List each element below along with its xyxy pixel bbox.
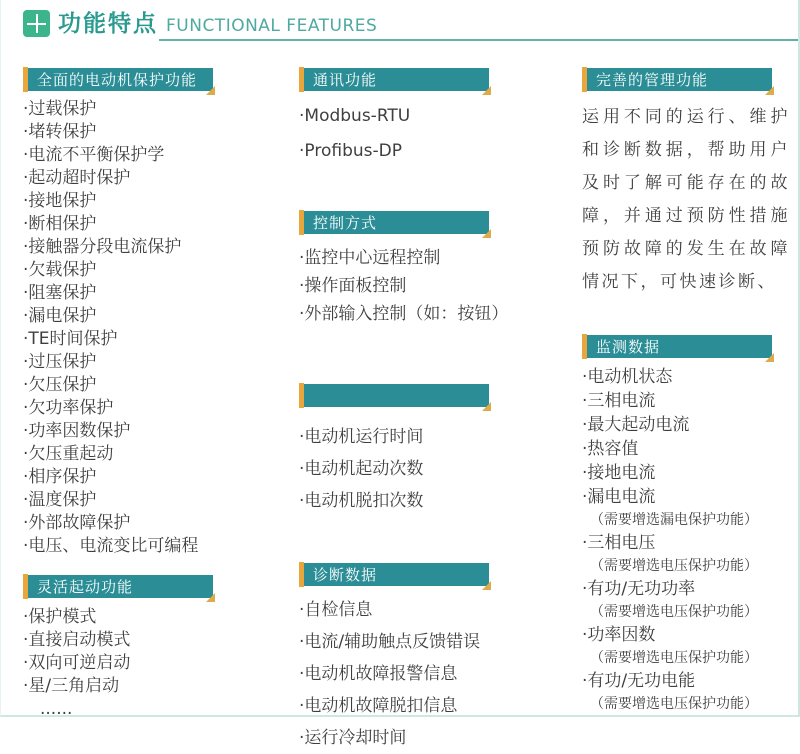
list-item: ·运行冷却时间: [299, 728, 407, 748]
list-item: ·欠载保护: [23, 260, 97, 280]
monitoring-list: [582, 365, 790, 715]
section-header-control: [299, 211, 489, 234]
list-item: ·双向可逆启动: [23, 653, 131, 673]
list-item-note: （需要增选电压保护功能）: [590, 696, 758, 712]
section-title: 控制方式: [313, 214, 378, 232]
list-item: ·接地电流: [582, 463, 656, 483]
corner-fold-icon: [206, 593, 215, 602]
communication-list: [299, 99, 499, 169]
section-header-management: [582, 68, 772, 91]
list-item: ·外部输入控制（如：按钮）: [299, 304, 509, 324]
list-item: ·相序保护: [23, 467, 97, 487]
list-item: ·功率因数 （需要增选电压保护功能）: [582, 623, 790, 669]
list-item: ·漏电保护: [23, 306, 97, 326]
grid-icon-cell: [38, 14, 47, 23]
accent-bar: [582, 67, 587, 92]
section-title: 全面的电动机保护功能: [37, 71, 198, 89]
list-item: ·三相电流: [582, 391, 656, 411]
list-item: ·三相电压 （需要增选电压保护功能）: [582, 531, 790, 577]
list-item: ·过载保护: [23, 99, 97, 119]
section-title: 通讯功能: [313, 71, 378, 89]
section-header-diagnostic: [299, 563, 489, 586]
section-title: 完善的管理功能: [596, 71, 709, 89]
list-item: ·电动机脱扣次数: [299, 491, 424, 511]
list-item: ·TE时间保护: [23, 329, 118, 349]
flexible-start-list: [23, 606, 291, 721]
section-header-protection: [23, 68, 213, 91]
section-header-runtime-stats: [299, 384, 489, 407]
list-item: ·接地保护: [23, 191, 97, 211]
header-title-row: [23, 10, 377, 39]
list-item: ·电压、电流变比可编程: [23, 536, 199, 556]
list-item: ·Profibus-DP: [299, 141, 402, 161]
list-item: ·阻塞保护: [23, 283, 97, 303]
accent-bar: [299, 67, 304, 92]
list-item: ·操作面板控制: [299, 276, 407, 296]
list-item: ·自检信息: [299, 600, 373, 620]
list-item: ·电流/辅助触点反馈错误: [299, 632, 481, 652]
accent-bar: [23, 574, 28, 599]
list-item: ·接触器分段电流保护: [23, 237, 182, 257]
page-header: [1, 0, 798, 48]
accent-bar: [299, 562, 304, 587]
control-list: [299, 244, 509, 328]
grid-icon-cell: [38, 25, 47, 34]
list-item: ·电动机故障脱扣信息: [299, 696, 458, 716]
corner-fold-icon: [482, 402, 491, 411]
list-item-note: （需要增选电压保护功能）: [590, 604, 758, 620]
column-communication-control: [299, 68, 509, 754]
grid-icon-cell: [27, 25, 36, 34]
corner-fold-icon: [482, 581, 491, 590]
column-protection: [23, 68, 291, 721]
section-header-communication: [299, 68, 489, 91]
corner-fold-icon: [206, 86, 215, 95]
list-item: ·欠压重起动: [23, 444, 114, 464]
management-paragraph: 运用不同的运行、维护和诊断数据，帮助用户及时了解可能存在的故障，并通过预防性措施预防故障的发生在故障情况下，可快速诊断、: [582, 107, 790, 292]
list-item: ·断相保护: [23, 214, 97, 234]
list-item: ·电动机运行时间: [299, 427, 424, 447]
list-item: ·温度保护: [23, 490, 97, 510]
diagnostic-list: [299, 594, 499, 754]
list-item: ·过压保护: [23, 352, 97, 372]
accent-bar: [299, 383, 304, 408]
section-title: 监测数据: [596, 338, 661, 356]
list-item: ·功率因数保护: [23, 421, 131, 441]
list-item: ·漏电电流 （需要增选漏电保护功能）: [582, 485, 790, 531]
grid-icon-cell: [27, 14, 36, 23]
section-header-flexible-start: [23, 575, 213, 598]
page-title-cn: 功能特点: [58, 11, 158, 38]
list-item: ·起动超时保护: [23, 168, 131, 188]
list-item: ·电动机状态: [582, 367, 673, 387]
protection-list: [23, 98, 291, 558]
list-item: ·欠压保护: [23, 375, 97, 395]
list-item: ·监控中心远程控制: [299, 248, 441, 268]
list-item-note: （需要增选电压保护功能）: [590, 558, 758, 574]
list-item: ·欠功率保护: [23, 398, 114, 418]
corner-fold-icon: [482, 86, 491, 95]
section-header-monitoring: [582, 335, 772, 358]
accent-bar: [23, 67, 28, 92]
list-item: ·Modbus-RTU: [299, 106, 411, 126]
list-item: ·有功/无功功率 （需要增选电压保护功能）: [582, 577, 790, 623]
grid-icon: [23, 10, 50, 37]
list-item: ......: [23, 699, 73, 719]
accent-bar: [582, 334, 587, 359]
corner-fold-icon: [765, 353, 774, 362]
list-item: ·外部故障保护: [23, 513, 131, 533]
list-item-note: （需要增选漏电保护功能）: [590, 512, 758, 528]
list-item: ·堵转保护: [23, 122, 97, 142]
runtime-stats-list: [299, 421, 499, 517]
list-item: ·保护模式: [23, 607, 97, 627]
page-title-en: FUNCTIONAL FEATURES: [166, 16, 378, 37]
list-item-note: （需要增选电压保护功能）: [590, 650, 758, 666]
section-title: 诊断数据: [313, 566, 378, 584]
list-item: ·电流不平衡保护学: [23, 145, 165, 165]
corner-fold-icon: [765, 86, 774, 95]
header-underline: [159, 39, 798, 41]
list-item: ·有功/无功电能 （需要增选电压保护功能）: [582, 669, 790, 715]
column-management-monitoring: [582, 68, 790, 715]
list-item: ·最大起动电流: [582, 415, 690, 435]
list-item: ·电动机故障报警信息: [299, 664, 458, 684]
list-item: ·直接启动模式: [23, 630, 131, 650]
corner-fold-icon: [482, 229, 491, 238]
accent-bar: [299, 210, 304, 235]
list-item: ·星/三角启动: [23, 676, 120, 696]
list-item: ·电动机起动次数: [299, 459, 424, 479]
list-item: ·热容值: [582, 439, 639, 459]
section-title: 灵活起动功能: [37, 578, 134, 596]
